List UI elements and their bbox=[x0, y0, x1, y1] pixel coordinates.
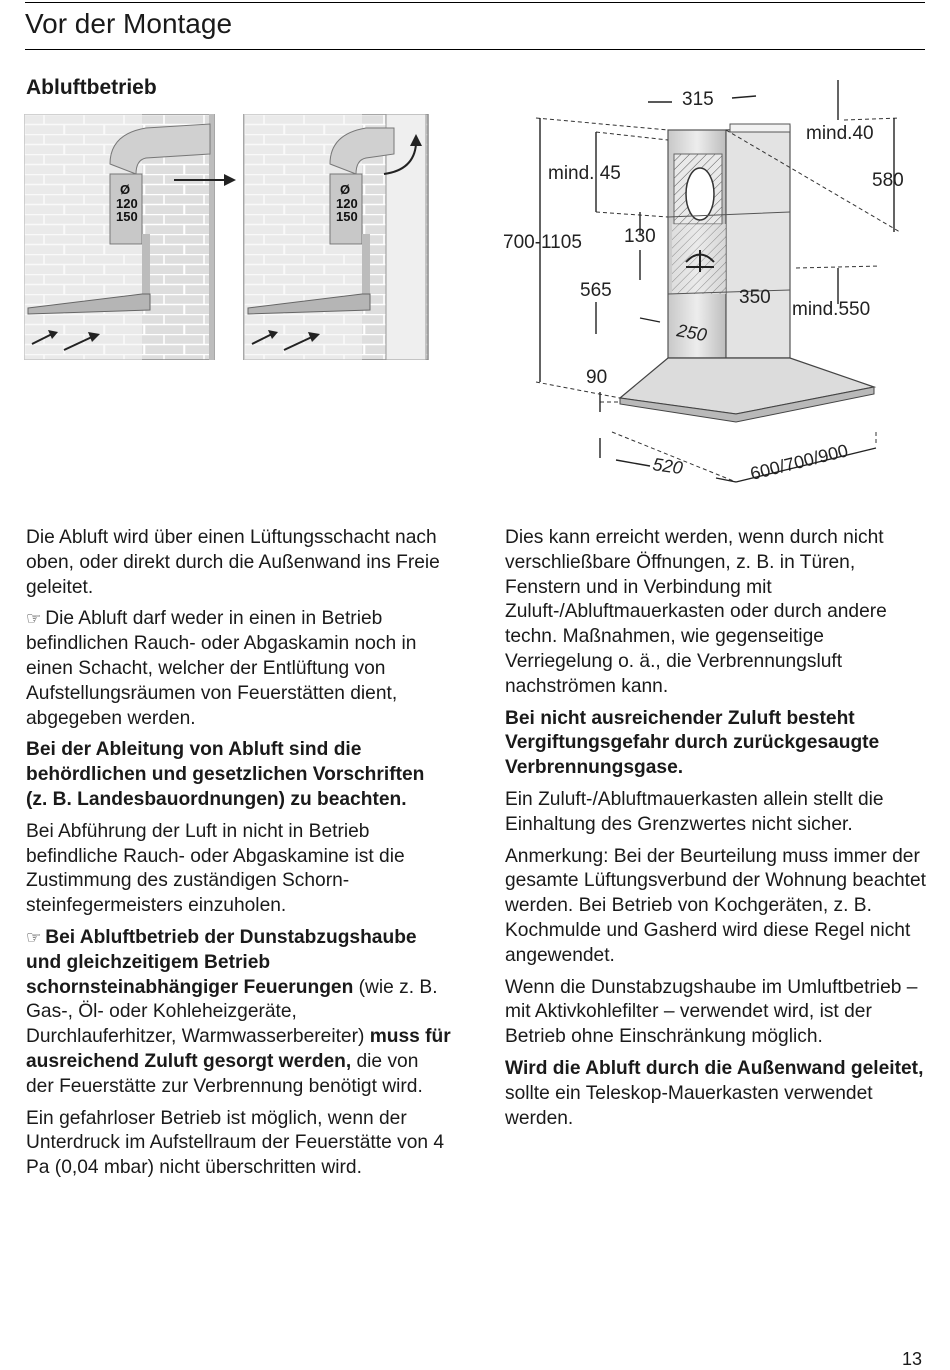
label-315: 315 bbox=[682, 89, 714, 110]
label-90: 90 bbox=[586, 367, 608, 388]
diameter-150: 150 bbox=[336, 209, 358, 224]
top-rule bbox=[25, 2, 925, 3]
label-mind45: mind. 45 bbox=[548, 163, 621, 184]
diameter-symbol: Ø bbox=[120, 182, 131, 197]
paragraph-note: ☞ Die Abluft darf weder in einen in Betrieb befindlichen Rauch- oder Abgaskamin noch in einen Schacht, welcher der Entlüftung von Aufstellungsräumen von Feuerstätten dient, abgegeben werden. bbox=[26, 608, 417, 729]
paragraph: Ein gefahrloser Betrieb ist möglich, wenn der Unterdruck im Aufstellraum der Feuerstätte von 4 Pa (0,04 mbar) nicht überschritten wird. bbox=[26, 1107, 445, 1179]
page-number: 13 bbox=[902, 1349, 923, 1369]
paragraph-note: ☞ Bei Abluftbetrieb der Dunstabzugshaube und gleichzeitigem Betrieb schornsteinabhängiger Feuerungen (wie z. B. Gas-, Öl- oder Kohleheizgeräte, Durchlauferhitzer, Warmwasserbereiter) muss für ausreichend Zuluft gesorgt werden, die von der Feuerstätte zur Verbrennung benötigt wird. bbox=[26, 926, 451, 1097]
paragraph: Die Abluft wird über einen Lüftungsschacht nach oben, oder direkt durch die Außenwand ins Freie geleitet. bbox=[26, 527, 440, 598]
diameter-symbol: Ø bbox=[340, 182, 351, 197]
label-130: 130 bbox=[624, 226, 656, 247]
paragraph-bold: Bei nicht ausreichender Zuluft besteht Vergiftungsgefahr durch zurückgesaugte Verbrennungsgase. bbox=[505, 707, 880, 779]
label-350: 350 bbox=[739, 287, 771, 308]
pointing-hand-icon: ☞ bbox=[26, 609, 42, 630]
text-column-left bbox=[26, 526, 451, 1188]
label-mind40: mind.40 bbox=[806, 123, 874, 144]
dimension-drawing bbox=[500, 72, 925, 492]
paragraph-bold: Bei der Ableitung von Abluft sind die behördlichen und gesetzlichen Vorschriften (z. B. Landesbauordnungen) zu beachten. bbox=[26, 739, 425, 810]
paragraph: Ein Zuluft-/Abluftmauerkasten allein stellt die Einhaltung des Grenzwertes nicht sicher. bbox=[505, 788, 884, 835]
text-column-right bbox=[505, 526, 930, 1138]
label-700-1105: 700-1105 bbox=[503, 232, 582, 253]
label-565: 565 bbox=[580, 280, 612, 301]
label-250: 250 bbox=[675, 320, 709, 346]
paragraph: Dies kann erreicht werden, wenn durch nicht verschließbare Öffnungen, z. B. in Türen, Fenstern und in Verbindung mit Zuluft-/Abluftmauerkasten oder durch andere techn. Maßnahmen, wie gegenseitige Verriegelung o. ä., die Verbrennungsluft nachströmen kann. bbox=[505, 527, 887, 697]
paragraph: Wird die Abluft durch die Außenwand geleitet, sollte ein Teleskop-Mauerkasten verwendet werden. bbox=[505, 1057, 924, 1129]
label-520: 520 bbox=[651, 454, 684, 479]
label-580: 580 bbox=[872, 170, 904, 191]
illustration-wall-exhaust bbox=[24, 114, 236, 360]
paragraph: Wenn die Dunstabzugshaube im Umluftbetrieb – mit Aktivkohlefilter – verwendet wird, ist der Betrieb ohne Einschränkung möglich. bbox=[505, 976, 918, 1048]
diameter-120: 120 bbox=[116, 196, 138, 211]
pointing-hand-icon: ☞ bbox=[26, 927, 42, 948]
hood-body bbox=[620, 124, 874, 422]
page-title: Vor der Montage bbox=[25, 8, 233, 39]
installation-illustrations bbox=[24, 114, 434, 360]
paragraph: Anmerkung: Bei der Beurteilung muss immer der gesamte Lüftungsverbund der Wohnung beachtet werden. Bei Betrieb von Kochgeräten, z. B. Kochmulde und Gasherd wird diese Regel nicht angewendet. bbox=[505, 845, 927, 966]
label-mind550: mind.550 bbox=[792, 299, 871, 320]
paragraph: Bei Abführung der Luft in nicht in Betrieb befindliche Rauch- oder Abgaskamine ist die Zustimmung des zuständigen Schornsteinfegermeisters einzuholen. bbox=[26, 820, 405, 917]
illustration-shaft-exhaust bbox=[244, 114, 428, 360]
title-rule bbox=[25, 49, 925, 50]
diameter-150: 150 bbox=[116, 209, 138, 224]
diameter-120: 120 bbox=[336, 196, 358, 211]
section-heading: Abluftbetrieb bbox=[26, 76, 157, 99]
label-600-700-900: 600/700/900 bbox=[748, 440, 851, 484]
